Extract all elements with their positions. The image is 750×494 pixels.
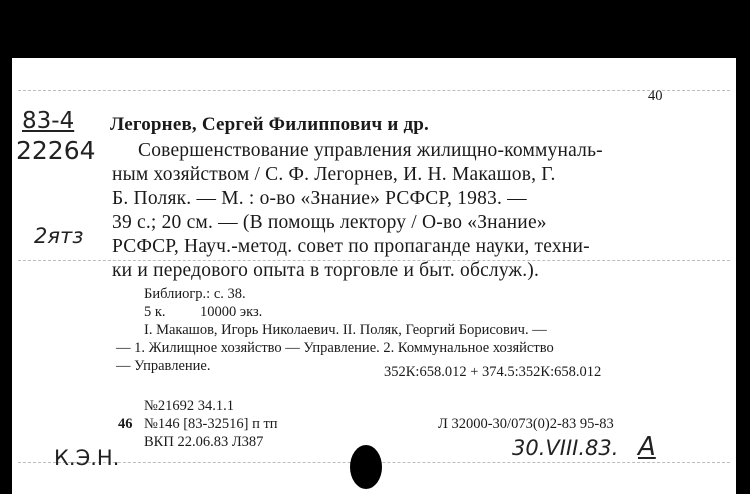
tracing-line-1: I. Макашов, Игорь Николаевич. II. Поляк, Георгий Борисович. — (144, 322, 547, 338)
entry-heading: Легорнев, Сергей Филиппович и др. (110, 114, 429, 135)
punch-hole (350, 445, 382, 489)
handwritten-code-top: 83-4 (22, 108, 75, 134)
registry-order: №146 [83-32516] п тп (144, 416, 278, 432)
body-line-3: Б. Поляк. — М. : о-во «Знание» РСФСР, 1983. — (112, 188, 527, 209)
classification-index: 352К:658.012 + 374.5:352К:658.012 (384, 364, 602, 380)
page-number: 40 (648, 88, 663, 104)
handwritten-code-bottom: 22264 (16, 136, 96, 165)
body-line-1: Совершенствование управления жилищно-коммуналь- (138, 140, 603, 161)
body-line-6: ки и передового опыта в торговле и быт. обслуж.). (112, 260, 540, 281)
price: 5 к. (144, 304, 166, 320)
handwritten-date: 30.VIII.83. (512, 436, 619, 460)
registry-vkp: ВКП 22.06.83 Л387 (144, 434, 264, 450)
card-rule-1 (18, 90, 730, 91)
body-line-5: РСФСР, Науч.-метод. совет по пропаганде науки, техни- (112, 236, 590, 257)
bibliography-note: Библиогр.: с. 38. (144, 286, 246, 302)
body-line-2: ным хозяйством / С. Ф. Легорнев, И. Н. Макашов, Г. (112, 164, 556, 185)
handwritten-side-note: 2ятз (34, 224, 84, 248)
handwritten-initials: К.Э.Н. (54, 446, 120, 470)
copies: 10000 экз. (200, 304, 263, 320)
tracing-line-2: — 1. Жилищное хозяйство — Управление. 2. Коммунальное хозяйство (116, 340, 554, 356)
registry-prefix: 46 (118, 416, 133, 432)
catalog-card (12, 58, 736, 494)
tracing-line-3: — Управление. (116, 358, 211, 374)
signature-mark: A (638, 432, 656, 462)
registry-number: №21692 34.1.1 (144, 398, 234, 414)
code-line: Л 32000-30/073(0)2-83 95-83 (438, 416, 614, 432)
body-line-4: 39 с.; 20 см. — (В помощь лектору / О-во «Знание» (112, 212, 547, 233)
